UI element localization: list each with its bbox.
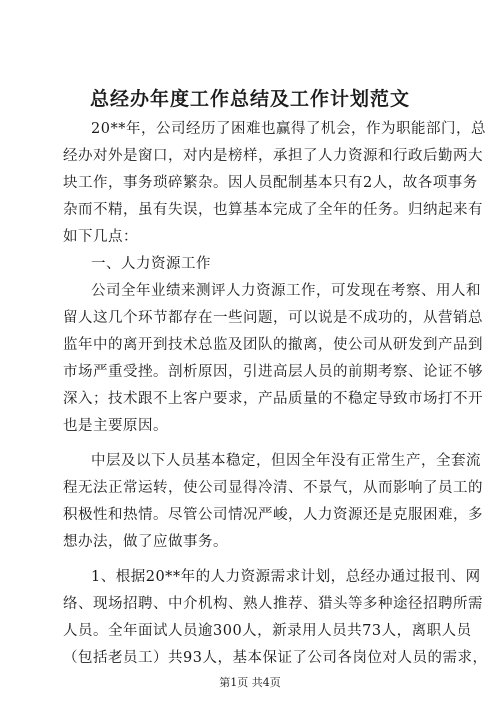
text-line: （包括老员工）共93人，基本保证了公司各岗位对人员的需求， xyxy=(63,650,488,666)
text-line: 中层及以下人员基本稳定，但因全年没有正常生产，全套流 xyxy=(91,453,481,469)
text-line: 留人这几个环节都存在一些问题，可以说是不成功的，从营销总 xyxy=(63,310,483,326)
text-line: 杂而不精，虽有失误，也算基本完成了全年的任务。归纳起来有 xyxy=(63,202,483,218)
text-line: 络、现场招聘、中介机构、熟人推荐、猎头等多种途径招聘所需 xyxy=(63,596,483,612)
text-line: 市场严重受挫。剖析原因，引进高层人员的前期考察、论证不够 xyxy=(63,364,483,380)
text-line: 监年中的离开到技术总监及团队的撤离，使公司从研发到产品到 xyxy=(63,337,483,353)
text-line: 积极性和热情。尽管公司情况严峻，人力资源还是克服困难，多 xyxy=(63,507,483,523)
text-line: 经办对外是窗口，对内是榜样，承担了人力资源和行政后勤两大 xyxy=(63,148,483,164)
text-line: 如下几点： xyxy=(63,229,138,245)
text-line: 也是主要原因。 xyxy=(63,418,168,434)
text-line: 1、根据20**年的人力资源需求计划，总经办通过报刊、网 xyxy=(91,569,481,585)
document-title: 总经办年度工作总结及工作计划范文 xyxy=(89,88,410,110)
text-line: 20**年，公司经历了困难也赢得了机会，作为职能部门，总 xyxy=(91,121,486,137)
page-footer: 第1页 共4页 xyxy=(219,676,281,689)
text-line: 块工作，事务琐碎繁杂。因人员配制基本只有2人，故各项事务 xyxy=(63,175,478,191)
section-heading: 一、人力资源工作 xyxy=(91,256,211,272)
text-line: 深入；技术跟不上客户要求，产品质量的不稳定导致市场打不开 xyxy=(63,391,483,407)
text-line: 想办法，做了应做事务。 xyxy=(63,534,228,550)
text-line: 公司全年业绩来测评人力资源工作，可发现在考察、用人和 xyxy=(91,283,481,299)
text-line: 人员。全年面试人员逾300人，新录用人员共73人，离职人员 xyxy=(63,623,472,639)
text-line: 程无法正常运转，使公司显得冷清、不景气，从而影响了员工的 xyxy=(63,480,483,496)
